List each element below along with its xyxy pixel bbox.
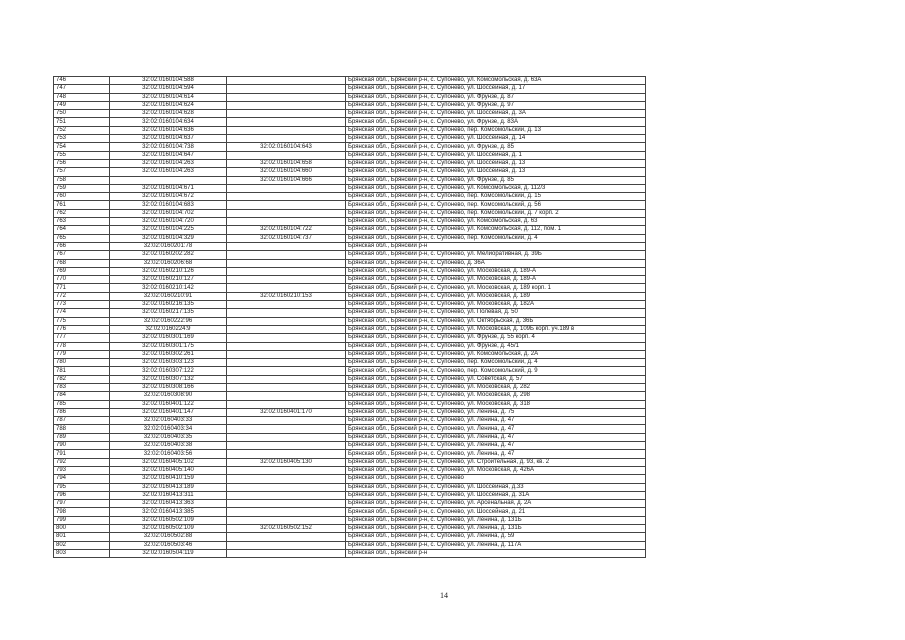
cadastral-number-cell: 32:02:0160502:88 xyxy=(110,533,227,541)
address-cell: Брянская обл., Брянский р-н, с. Супонево, ул. Московская, д. 282 xyxy=(346,383,646,391)
table-row xyxy=(54,309,646,317)
related-cadastral-number-cell xyxy=(227,135,346,143)
row-number-cell: 772 xyxy=(54,292,110,300)
row-number-cell: 797 xyxy=(54,500,110,508)
row-number-cell: 798 xyxy=(54,508,110,516)
register-table-body xyxy=(54,77,646,558)
cadastral-number-cell: 32:02:0160307:132 xyxy=(110,375,227,383)
table-row xyxy=(54,301,646,309)
row-number-cell: 787 xyxy=(54,417,110,425)
row-number-cell: 775 xyxy=(54,317,110,325)
related-cadastral-number-cell xyxy=(227,491,346,499)
row-number-cell: 779 xyxy=(54,350,110,358)
related-cadastral-number-cell: 32:02:0160104:643 xyxy=(227,143,346,151)
related-cadastral-number-cell xyxy=(227,301,346,309)
table-row xyxy=(54,383,646,391)
row-number-cell: 794 xyxy=(54,475,110,483)
cadastral-number-cell: 32:02:0160413:189 xyxy=(110,483,227,491)
cadastral-number-cell: 32:02:0160413:311 xyxy=(110,491,227,499)
table-row xyxy=(54,284,646,292)
related-cadastral-number-cell xyxy=(227,433,346,441)
related-cadastral-number-cell: 32:02:0160104:660 xyxy=(227,168,346,176)
table-row xyxy=(54,392,646,400)
cadastral-number-cell: 32:02:0160104:720 xyxy=(110,218,227,226)
cadastral-number-cell: 32:02:0160303:123 xyxy=(110,359,227,367)
address-cell: Брянская обл., Брянский р-н, с. Супонево, ул. Фрунзе, д. 85 xyxy=(346,176,646,184)
row-number-cell: 770 xyxy=(54,276,110,284)
row-number-cell: 795 xyxy=(54,483,110,491)
cadastral-number-cell: 32:02:0160502:109 xyxy=(110,525,227,533)
address-cell: Брянская обл., Брянский р-н, с. Супонево, пер. Комсомольский, д. 13 xyxy=(346,126,646,134)
table-row xyxy=(54,533,646,541)
row-number-cell: 778 xyxy=(54,342,110,350)
cadastral-number-cell: 32:02:0160104:594 xyxy=(110,85,227,93)
table-row xyxy=(54,168,646,176)
address-cell: Брянская обл., Брянский р-н, с. Супонево, ул. Московская, д. 189 корп. 1 xyxy=(346,284,646,292)
table-row xyxy=(54,226,646,234)
row-number-cell: 792 xyxy=(54,458,110,466)
table-row xyxy=(54,85,646,93)
address-cell: Брянская обл., Брянский р-н xyxy=(346,549,646,557)
cadastral-number-cell: 32:02:0160104:628 xyxy=(110,110,227,118)
address-cell: Брянская обл., Брянский р-н, с. Супонево, ул. Шоссейная, д. 31А xyxy=(346,491,646,499)
cadastral-number-cell: 32:02:0160222:96 xyxy=(110,317,227,325)
address-cell: Брянская обл., Брянский р-н, с. Супонево, ул. Комсомольская, д. 63А xyxy=(346,77,646,85)
related-cadastral-number-cell: 32:02:0160210:153 xyxy=(227,292,346,300)
cadastral-number-cell: 32:02:0160301:169 xyxy=(110,334,227,342)
table-row xyxy=(54,234,646,242)
row-number-cell: 746 xyxy=(54,77,110,85)
cadastral-number-cell xyxy=(110,176,227,184)
row-number-cell: 796 xyxy=(54,491,110,499)
row-number-cell: 753 xyxy=(54,135,110,143)
row-number-cell: 768 xyxy=(54,259,110,267)
address-cell: Брянская обл., Брянский р-н, с. Супонево, пер. Комсомольский, д. 7 корп. 2 xyxy=(346,209,646,217)
cadastral-number-cell: 32:02:0160405:140 xyxy=(110,466,227,474)
related-cadastral-number-cell xyxy=(227,325,346,333)
cadastral-number-cell: 32:02:0160104:637 xyxy=(110,135,227,143)
related-cadastral-number-cell: 32:02:0160104:722 xyxy=(227,226,346,234)
table-row xyxy=(54,417,646,425)
address-cell: Брянская обл., Брянский р-н, с. Супонево, ул. Московская, д. 298 xyxy=(346,392,646,400)
table-row xyxy=(54,442,646,450)
related-cadastral-number-cell: 32:02:0160104:658 xyxy=(227,159,346,167)
related-cadastral-number-cell xyxy=(227,549,346,557)
related-cadastral-number-cell xyxy=(227,375,346,383)
cadastral-number-cell: 32:02:0160302:261 xyxy=(110,350,227,358)
cadastral-number-cell: 32:02:0160104:263 xyxy=(110,159,227,167)
address-cell: Брянская обл., Брянский р-н, с. Супонево, ул. Шоссейная, д. 17 xyxy=(346,85,646,93)
row-number-cell: 793 xyxy=(54,466,110,474)
address-cell: Брянская обл., Брянский р-н, с. Супонево, ул. Московская, д. 189-А xyxy=(346,267,646,275)
row-number-cell: 761 xyxy=(54,201,110,209)
table-row xyxy=(54,118,646,126)
register-table xyxy=(53,76,646,558)
cadastral-number-cell: 32:02:0160202:282 xyxy=(110,251,227,259)
related-cadastral-number-cell xyxy=(227,201,346,209)
row-number-cell: 784 xyxy=(54,392,110,400)
address-cell: Брянская обл., Брянский р-н, с. Супонево, ул. Ленина, д. 47 xyxy=(346,433,646,441)
address-cell: Брянская обл., Брянский р-н, с. Супонево, ул. Комсомольская, д. 2А xyxy=(346,350,646,358)
cadastral-number-cell: 32:02:0160403:34 xyxy=(110,425,227,433)
table-row xyxy=(54,475,646,483)
cadastral-number-cell: 32:02:0160104:647 xyxy=(110,151,227,159)
cadastral-number-cell: 32:02:0160413:385 xyxy=(110,508,227,516)
cadastral-number-cell: 32:02:0160403:33 xyxy=(110,417,227,425)
table-row xyxy=(54,77,646,85)
row-number-cell: 762 xyxy=(54,209,110,217)
address-cell: Брянская обл., Брянский р-н, с. Супонево, пер. Комсомольский, д. 4 xyxy=(346,234,646,242)
related-cadastral-number-cell: 32:02:0160401:170 xyxy=(227,408,346,416)
related-cadastral-number-cell: 32:02:0160502:152 xyxy=(227,525,346,533)
table-row xyxy=(54,450,646,458)
table-row xyxy=(54,193,646,201)
row-number-cell: 781 xyxy=(54,367,110,375)
row-number-cell: 752 xyxy=(54,126,110,134)
row-number-cell: 767 xyxy=(54,251,110,259)
row-number-cell: 749 xyxy=(54,101,110,109)
row-number-cell: 757 xyxy=(54,168,110,176)
address-cell: Брянская обл., Брянский р-н, с. Супонево, ул. Комсомольская, д. 112/3 xyxy=(346,184,646,192)
row-number-cell: 782 xyxy=(54,375,110,383)
table-row xyxy=(54,549,646,557)
cadastral-number-cell: 32:02:0160104:702 xyxy=(110,209,227,217)
related-cadastral-number-cell xyxy=(227,350,346,358)
row-number-cell: 780 xyxy=(54,359,110,367)
table-row xyxy=(54,242,646,250)
address-cell: Брянская обл., Брянский р-н, с. Супонево, ул. Ленина, д. 131Б xyxy=(346,516,646,524)
related-cadastral-number-cell xyxy=(227,118,346,126)
table-row xyxy=(54,342,646,350)
table-row xyxy=(54,541,646,549)
row-number-cell: 802 xyxy=(54,541,110,549)
related-cadastral-number-cell xyxy=(227,209,346,217)
related-cadastral-number-cell: 32:02:0160104:666 xyxy=(227,176,346,184)
cadastral-number-cell: 32:02:0160104:671 xyxy=(110,184,227,192)
table-row xyxy=(54,201,646,209)
cadastral-number-cell: 32:02:0160216:135 xyxy=(110,301,227,309)
address-cell: Брянская обл., Брянский р-н, с. Супонево, ул. Московская, д. 426А xyxy=(346,466,646,474)
address-cell: Брянская обл., Брянский р-н, с. Супонево, ул. Шоссейная, д. 1 xyxy=(346,151,646,159)
address-cell: Брянская обл., Брянский р-н, с. Супонево, ул. Комсомольская, д. 63 xyxy=(346,218,646,226)
related-cadastral-number-cell xyxy=(227,359,346,367)
table-row xyxy=(54,466,646,474)
row-number-cell: 765 xyxy=(54,234,110,242)
table-row xyxy=(54,267,646,275)
table-row xyxy=(54,101,646,109)
cadastral-number-cell: 32:02:0160217:135 xyxy=(110,309,227,317)
table-row xyxy=(54,151,646,159)
related-cadastral-number-cell xyxy=(227,342,346,350)
row-number-cell: 786 xyxy=(54,408,110,416)
row-number-cell: 747 xyxy=(54,85,110,93)
row-number-cell: 764 xyxy=(54,226,110,234)
related-cadastral-number-cell xyxy=(227,392,346,400)
row-number-cell: 751 xyxy=(54,118,110,126)
table-row xyxy=(54,508,646,516)
row-number-cell: 789 xyxy=(54,433,110,441)
row-number-cell: 777 xyxy=(54,334,110,342)
address-cell: Брянская обл., Брянский р-н, с. Супонево, ул. Шоссейная, д. 13 xyxy=(346,168,646,176)
address-cell: Брянская обл., Брянский р-н, с. Супонево, ул. Фрунзе, д. 83А xyxy=(346,118,646,126)
cadastral-number-cell: 32:02:0160307:122 xyxy=(110,367,227,375)
cadastral-number-cell: 32:02:0160401:122 xyxy=(110,400,227,408)
row-number-cell: 771 xyxy=(54,284,110,292)
address-cell: Брянская обл., Брянский р-н, с. Супонево, ул. Строительная, д. 93, кв. 2 xyxy=(346,458,646,466)
table-row xyxy=(54,276,646,284)
cadastral-number-cell: 32:02:0160403:56 xyxy=(110,450,227,458)
related-cadastral-number-cell xyxy=(227,218,346,226)
related-cadastral-number-cell xyxy=(227,251,346,259)
table-row xyxy=(54,408,646,416)
table-row xyxy=(54,500,646,508)
cadastral-number-cell: 32:02:0160104:624 xyxy=(110,101,227,109)
cadastral-number-cell: 32:02:0160504:119 xyxy=(110,549,227,557)
cadastral-number-cell: 32:02:0160502:109 xyxy=(110,516,227,524)
row-number-cell: 790 xyxy=(54,442,110,450)
address-cell: Брянская обл., Брянский р-н, с. Супонево, ул. Комсомольская, д. 112, пом. 1 xyxy=(346,226,646,234)
cadastral-number-cell: 32:02:0160210:142 xyxy=(110,284,227,292)
address-cell: Брянская обл., Брянский р-н, с. Супонево, ул. Фрунзе, д. 55 корп. 4 xyxy=(346,334,646,342)
cadastral-number-cell: 32:02:0160410:159 xyxy=(110,475,227,483)
related-cadastral-number-cell xyxy=(227,533,346,541)
related-cadastral-number-cell xyxy=(227,110,346,118)
related-cadastral-number-cell xyxy=(227,466,346,474)
address-cell: Брянская обл., Брянский р-н, с. Супонево, ул. Московская, д. 189 xyxy=(346,292,646,300)
cadastral-number-cell: 32:02:0160210:126 xyxy=(110,267,227,275)
address-cell: Брянская обл., Брянский р-н, с. Супонево, ул. Фрунзе, д. 85 xyxy=(346,143,646,151)
address-cell: Брянская обл., Брянский р-н, с. Супонево, ул. Шоссейная, д. 3А xyxy=(346,110,646,118)
row-number-cell: 803 xyxy=(54,549,110,557)
row-number-cell: 774 xyxy=(54,309,110,317)
cadastral-number-cell: 32:02:0160210:91 xyxy=(110,292,227,300)
related-cadastral-number-cell xyxy=(227,367,346,375)
address-cell: Брянская обл., Брянский р-н, с. Супонево, ул. Мелиоративная, д. 39Б xyxy=(346,251,646,259)
cadastral-number-cell: 32:02:0160104:738 xyxy=(110,143,227,151)
table-row xyxy=(54,367,646,375)
row-number-cell: 758 xyxy=(54,176,110,184)
cadastral-number-cell: 32:02:0160308:90 xyxy=(110,392,227,400)
table-row xyxy=(54,483,646,491)
related-cadastral-number-cell xyxy=(227,442,346,450)
table-row xyxy=(54,159,646,167)
table-row xyxy=(54,209,646,217)
row-number-cell: 791 xyxy=(54,450,110,458)
related-cadastral-number-cell xyxy=(227,317,346,325)
related-cadastral-number-cell xyxy=(227,541,346,549)
table-row xyxy=(54,135,646,143)
address-cell: Брянская обл., Брянский р-н, с. Супонево, ул. Ленина, д. 47 xyxy=(346,417,646,425)
related-cadastral-number-cell xyxy=(227,500,346,508)
cadastral-number-cell: 32:02:0160308:166 xyxy=(110,383,227,391)
cadastral-number-cell: 32:02:0160104:588 xyxy=(110,77,227,85)
address-cell: Брянская обл., Брянский р-н, с. Супонево, ул. Московская, д. 189-А xyxy=(346,276,646,284)
cadastral-number-cell: 32:02:0160413:363 xyxy=(110,500,227,508)
address-cell: Брянская обл., Брянский р-н, с. Супонево, ул. Ленина, д. 59 xyxy=(346,533,646,541)
row-number-cell: 755 xyxy=(54,151,110,159)
table-row xyxy=(54,359,646,367)
table-row xyxy=(54,433,646,441)
address-cell: Брянская обл., Брянский р-н, с. Супонево, ул. Советская, д. 57 xyxy=(346,375,646,383)
cadastral-number-cell: 32:02:0160104:263 xyxy=(110,168,227,176)
table-row xyxy=(54,458,646,466)
address-cell: Брянская обл., Брянский р-н, с. Супонево, ул. Московская, д. 109Б корп. уч.189 в xyxy=(346,325,646,333)
cadastral-number-cell: 32:02:0160210:127 xyxy=(110,276,227,284)
address-cell: Брянская обл., Брянский р-н, с. Супонево, ул. Октябрьская, д. 36Б xyxy=(346,317,646,325)
row-number-cell: 759 xyxy=(54,184,110,192)
table-row xyxy=(54,425,646,433)
address-cell: Брянская обл., Брянский р-н, с. Супонево, пер. Комсомольский, д. 4 xyxy=(346,359,646,367)
table-row xyxy=(54,516,646,524)
row-number-cell: 783 xyxy=(54,383,110,391)
address-cell: Брянская обл., Брянский р-н xyxy=(346,242,646,250)
related-cadastral-number-cell xyxy=(227,126,346,134)
related-cadastral-number-cell xyxy=(227,450,346,458)
related-cadastral-number-cell xyxy=(227,425,346,433)
address-cell: Брянская обл., Брянский р-н, с. Супонево, ул. Ленина, д. 75 xyxy=(346,408,646,416)
row-number-cell: 756 xyxy=(54,159,110,167)
related-cadastral-number-cell xyxy=(227,334,346,342)
row-number-cell: 800 xyxy=(54,525,110,533)
related-cadastral-number-cell xyxy=(227,276,346,284)
row-number-cell: 776 xyxy=(54,325,110,333)
address-cell: Брянская обл., Брянский р-н, с. Супонево, ул. Ленина, д. 117А xyxy=(346,541,646,549)
table-row xyxy=(54,525,646,533)
table-row xyxy=(54,184,646,192)
table-row xyxy=(54,317,646,325)
cadastral-number-cell: 32:02:0160401:147 xyxy=(110,408,227,416)
row-number-cell: 760 xyxy=(54,193,110,201)
table-row xyxy=(54,292,646,300)
address-cell: Брянская обл., Брянский р-н, с. Супонево xyxy=(346,475,646,483)
related-cadastral-number-cell xyxy=(227,267,346,275)
address-cell: Брянская обл., Брянский р-н, с. Супонево, ул. Фрунзе, д. 45/1 xyxy=(346,342,646,350)
address-cell: Брянская обл., Брянский р-н, с. Супонево, ул. Шоссейная, д. 21 xyxy=(346,508,646,516)
cadastral-number-cell: 32:02:0160104:634 xyxy=(110,118,227,126)
cadastral-number-cell: 32:02:0160104:672 xyxy=(110,193,227,201)
cadastral-number-cell: 32:02:0160405:102 xyxy=(110,458,227,466)
row-number-cell: 799 xyxy=(54,516,110,524)
address-cell: Брянская обл., Брянский р-н, с. Супонево, ул. Ленина, д. 131Б xyxy=(346,525,646,533)
address-cell: Брянская обл., Брянский р-н, с. Супонево, ул. Фрунзе, д. 87 xyxy=(346,93,646,101)
related-cadastral-number-cell xyxy=(227,77,346,85)
related-cadastral-number-cell xyxy=(227,483,346,491)
table-row xyxy=(54,126,646,134)
table-row xyxy=(54,491,646,499)
table-row xyxy=(54,251,646,259)
related-cadastral-number-cell xyxy=(227,508,346,516)
table-row xyxy=(54,93,646,101)
cadastral-number-cell: 32:02:0160503:46 xyxy=(110,541,227,549)
related-cadastral-number-cell xyxy=(227,259,346,267)
address-cell: Брянская обл., Брянский р-н, с. Супонево, пер. Комсомольский, д. 9 xyxy=(346,367,646,375)
address-cell: Брянская обл., Брянский р-н, с. Супонево, ул. Ленина, д. 47 xyxy=(346,425,646,433)
row-number-cell: 750 xyxy=(54,110,110,118)
related-cadastral-number-cell xyxy=(227,85,346,93)
cadastral-number-cell: 32:02:0160104:614 xyxy=(110,93,227,101)
address-cell: Брянская обл., Брянский р-н, с. Супонево, ул. Московская, д. 318 xyxy=(346,400,646,408)
table-row xyxy=(54,259,646,267)
row-number-cell: 773 xyxy=(54,301,110,309)
row-number-cell: 763 xyxy=(54,218,110,226)
table-row xyxy=(54,110,646,118)
address-cell: Брянская обл., Брянский р-н, с. Супонево, пер. Комсомольский, д. 56 xyxy=(346,201,646,209)
related-cadastral-number-cell xyxy=(227,383,346,391)
address-cell: Брянская обл., Брянский р-н, с. Супонево, ул. Фрунзе, д. 97 xyxy=(346,101,646,109)
address-cell: Брянская обл., Брянский р-н, с. Супонево, пер. Комсомольский, д. 15 xyxy=(346,193,646,201)
related-cadastral-number-cell xyxy=(227,309,346,317)
related-cadastral-number-cell xyxy=(227,516,346,524)
related-cadastral-number-cell xyxy=(227,400,346,408)
related-cadastral-number-cell xyxy=(227,101,346,109)
related-cadastral-number-cell xyxy=(227,193,346,201)
row-number-cell: 785 xyxy=(54,400,110,408)
address-cell: Брянская обл., Брянский р-н, с. Супонево, ул. Шоссейная, д. 14 xyxy=(346,135,646,143)
address-cell: Брянская обл., Брянский р-н, с. Супонево, ул. Арсенальная, д. 2А xyxy=(346,500,646,508)
cadastral-number-cell: 32:02:0160403:38 xyxy=(110,442,227,450)
related-cadastral-number-cell: 32:02:0160405:130 xyxy=(227,458,346,466)
table-row xyxy=(54,176,646,184)
table-row xyxy=(54,143,646,151)
cadastral-number-cell: 32:02:0160104:329 xyxy=(110,234,227,242)
table-row xyxy=(54,400,646,408)
cadastral-number-cell: 32:02:0160201:78 xyxy=(110,242,227,250)
address-cell: Брянская обл., Брянский р-н, с. Супонево, ул. Московская, д. 182А xyxy=(346,301,646,309)
table-row xyxy=(54,218,646,226)
cadastral-number-cell: 32:02:0160403:35 xyxy=(110,433,227,441)
address-cell: Брянская обл., Брянский р-н, с. Супонево, ул. Шоссейная, д.33 xyxy=(346,483,646,491)
cadastral-number-cell: 32:02:0160206:68 xyxy=(110,259,227,267)
address-cell: Брянская обл., Брянский р-н, с. Супонево, ул. Ленина, д. 47 xyxy=(346,450,646,458)
row-number-cell: 769 xyxy=(54,267,110,275)
row-number-cell: 754 xyxy=(54,143,110,151)
related-cadastral-number-cell: 32:02:0160104:737 xyxy=(227,234,346,242)
cadastral-number-cell: 32:02:0160104:225 xyxy=(110,226,227,234)
row-number-cell: 748 xyxy=(54,93,110,101)
row-number-cell: 801 xyxy=(54,533,110,541)
address-cell: Брянская обл., Брянский р-н, с. Супонево, ул. Ленина, д. 47 xyxy=(346,442,646,450)
related-cadastral-number-cell xyxy=(227,417,346,425)
related-cadastral-number-cell xyxy=(227,475,346,483)
address-cell: Брянская обл., Брянский р-н, с. Супонево, ул. Шоссейная, д. 13 xyxy=(346,159,646,167)
table-row xyxy=(54,325,646,333)
address-cell: Брянская обл., Брянский р-н, с. Супонево, д. 36А xyxy=(346,259,646,267)
cadastral-number-cell: 32:02:0160301:175 xyxy=(110,342,227,350)
address-cell: Брянская обл., Брянский р-н, с. Супонево, ул. Полевая, д. 50 xyxy=(346,309,646,317)
related-cadastral-number-cell xyxy=(227,184,346,192)
table-row xyxy=(54,334,646,342)
related-cadastral-number-cell xyxy=(227,242,346,250)
table-row xyxy=(54,375,646,383)
cadastral-number-cell: 32:02:0160104:683 xyxy=(110,201,227,209)
row-number-cell: 788 xyxy=(54,425,110,433)
cadastral-number-cell: 32:02:0160224:9 xyxy=(110,325,227,333)
related-cadastral-number-cell xyxy=(227,93,346,101)
related-cadastral-number-cell xyxy=(227,151,346,159)
page-number: 14 xyxy=(440,591,448,600)
row-number-cell: 766 xyxy=(54,242,110,250)
related-cadastral-number-cell xyxy=(227,284,346,292)
cadastral-number-cell: 32:02:0160104:636 xyxy=(110,126,227,134)
table-row xyxy=(54,350,646,358)
